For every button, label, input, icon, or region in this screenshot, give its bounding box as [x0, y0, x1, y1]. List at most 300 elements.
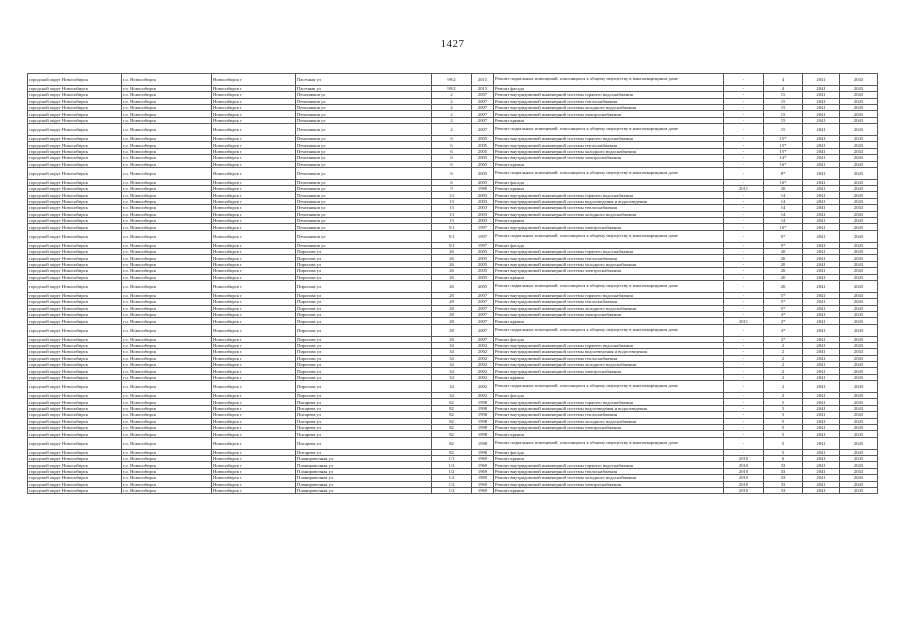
municipality-cell: г.о. Новосибирск — [122, 437, 212, 449]
house-number-cell: 99/2 — [432, 85, 472, 91]
house-number-cell: 82 — [432, 418, 472, 424]
house-number-cell: 82 — [432, 424, 472, 430]
street-cell: Пирогова ул — [296, 362, 432, 368]
house-number-cell: 6 — [432, 148, 472, 154]
settlement-cell: Новосибирск г — [212, 167, 296, 179]
settlement-cell: Новосибирск г — [212, 349, 296, 355]
street-cell: Планировочная ул — [296, 475, 432, 481]
municipality-cell: г.о. Новосибирск — [122, 318, 212, 324]
last-repair-cell: - — [724, 104, 764, 110]
settlement-cell: Новосибирск г — [212, 261, 296, 267]
street-cell: Писарева ул — [296, 399, 432, 405]
house-number-cell: 13 — [432, 192, 472, 198]
last-repair-cell: 2010 — [724, 487, 764, 493]
period-start-cell: 2041 — [803, 418, 840, 424]
house-number-cell: 1/2 — [432, 487, 472, 493]
last-repair-cell: - — [724, 98, 764, 104]
municipal-district-cell: городской округ Новосибирск — [28, 418, 122, 424]
last-repair-cell: - — [724, 424, 764, 430]
settlement-cell: Новосибирск г — [212, 418, 296, 424]
work-type-cell: Ремонт крыши — [494, 318, 724, 324]
settlement-cell: Новосибирск г — [212, 455, 296, 461]
street-cell: Пасечная ул — [296, 85, 432, 91]
municipal-district-cell: городской округ Новосибирск — [28, 381, 122, 393]
period-start-cell: 2041 — [803, 155, 840, 161]
planned-cell: 16* — [764, 161, 803, 167]
build-year-cell: 2007 — [472, 318, 494, 324]
period-start-cell: 2041 — [803, 368, 840, 374]
municipal-district-cell: городской округ Новосибирск — [28, 255, 122, 261]
municipal-district-cell: городской округ Новосибирск — [28, 292, 122, 298]
work-type-cell: Ремонт крыши — [494, 161, 724, 167]
municipal-district-cell: городской округ Новосибирск — [28, 117, 122, 123]
table-row — [28, 124, 878, 136]
planned-cell: 14 — [764, 218, 803, 224]
work-type-cell: Ремонт внутридомовой инженерной системы электроснабжения — [494, 311, 724, 317]
house-number-cell: 34 — [432, 342, 472, 348]
municipality-cell: г.о. Новосибирск — [122, 242, 212, 248]
build-year-cell: 2007 — [472, 292, 494, 298]
settlement-cell: Новосибирск г — [212, 374, 296, 380]
municipality-cell: г.о. Новосибирск — [122, 104, 212, 110]
street-cell: Пирогова ул — [296, 349, 432, 355]
build-year-cell: 2015 — [472, 74, 494, 86]
last-repair-cell: - — [724, 142, 764, 148]
municipal-district-cell: городской округ Новосибирск — [28, 274, 122, 280]
municipality-cell: г.о. Новосибирск — [122, 299, 212, 305]
build-year-cell: 1998 — [472, 405, 494, 411]
period-end-cell: 2043 — [840, 355, 878, 361]
period-start-cell: 2041 — [803, 242, 840, 248]
planned-cell: 5 — [764, 412, 803, 418]
street-cell: Писарева ул — [296, 424, 432, 430]
street-cell: Печатников ул — [296, 111, 432, 117]
planned-cell: 15 — [764, 124, 803, 136]
last-repair-cell: - — [724, 336, 764, 342]
period-end-cell: 2043 — [840, 167, 878, 179]
settlement-cell: Новосибирск г — [212, 111, 296, 117]
work-type-cell: Ремонт подвальных помещений, относящихся к общему имуществу в многоквартирном доме — [494, 124, 724, 136]
house-number-cell: 26 — [432, 280, 472, 292]
municipality-cell: г.о. Новосибирск — [122, 449, 212, 455]
period-end-cell: 2043 — [840, 186, 878, 192]
house-number-cell: 28 — [432, 324, 472, 336]
municipality-cell: г.о. Новосибирск — [122, 455, 212, 461]
last-repair-cell: - — [724, 393, 764, 399]
planned-cell: 4 — [764, 74, 803, 86]
last-repair-cell: - — [724, 449, 764, 455]
build-year-cell: 2005 — [472, 142, 494, 148]
period-start-cell: 2041 — [803, 349, 840, 355]
settlement-cell: Новосибирск г — [212, 255, 296, 261]
period-start-cell: 2041 — [803, 399, 840, 405]
planned-cell: 5* — [764, 305, 803, 311]
last-repair-cell: - — [724, 124, 764, 136]
municipal-district-cell: городской округ Новосибирск — [28, 487, 122, 493]
work-type-cell: Ремонт внутридомовой инженерной системы водоотведения и водоотведения — [494, 198, 724, 204]
planned-cell: 33 — [764, 468, 803, 474]
municipal-district-cell: городской округ Новосибирск — [28, 224, 122, 230]
municipality-cell: г.о. Новосибирск — [122, 205, 212, 211]
period-end-cell: 2043 — [840, 475, 878, 481]
house-number-cell: 1/2 — [432, 468, 472, 474]
municipality-cell: г.о. Новосибирск — [122, 487, 212, 493]
street-cell: Печатников ул — [296, 92, 432, 98]
period-start-cell: 2041 — [803, 393, 840, 399]
planned-cell: 5 — [764, 431, 803, 437]
house-number-cell: 82 — [432, 412, 472, 418]
municipal-district-cell: городской округ Новосибирск — [28, 135, 122, 141]
work-type-cell: Ремонт подвальных помещений, относящихся к общему имуществу в многоквартирном доме — [494, 381, 724, 393]
house-number-cell: 99/2 — [432, 74, 472, 86]
municipal-district-cell: городской округ Новосибирск — [28, 268, 122, 274]
period-start-cell: 2041 — [803, 362, 840, 368]
municipality-cell: г.о. Новосибирск — [122, 324, 212, 336]
planned-cell: 2* — [764, 336, 803, 342]
settlement-cell: Новосибирск г — [212, 124, 296, 136]
settlement-cell: Новосибирск г — [212, 98, 296, 104]
build-year-cell: 2005 — [472, 268, 494, 274]
municipality-cell: г.о. Новосибирск — [122, 224, 212, 230]
settlement-cell: Новосибирск г — [212, 292, 296, 298]
settlement-cell: Новосибирск г — [212, 92, 296, 98]
settlement-cell: Новосибирск г — [212, 311, 296, 317]
work-type-cell: Ремонт фасада — [494, 179, 724, 185]
municipality-cell: г.о. Новосибирск — [122, 431, 212, 437]
period-end-cell: 2043 — [840, 249, 878, 255]
planned-cell: 20 — [764, 249, 803, 255]
street-cell: Печатников ул — [296, 161, 432, 167]
street-cell: Пирогова ул — [296, 292, 432, 298]
street-cell: Печатников ул — [296, 124, 432, 136]
street-cell: Печатников ул — [296, 205, 432, 211]
table-row — [28, 437, 878, 449]
planned-cell: 14 — [764, 192, 803, 198]
period-end-cell: 2043 — [840, 198, 878, 204]
work-type-cell: Ремонт внутридомовой инженерной системы горячего водоснабжения — [494, 292, 724, 298]
planned-cell: 20 — [764, 255, 803, 261]
house-number-cell: 6 — [432, 135, 472, 141]
municipality-cell: г.о. Новосибирск — [122, 268, 212, 274]
period-end-cell: 2043 — [840, 98, 878, 104]
planned-cell: 33 — [764, 475, 803, 481]
period-start-cell: 2041 — [803, 292, 840, 298]
street-cell: Печатников ул — [296, 179, 432, 185]
period-end-cell: 2043 — [840, 462, 878, 468]
table-row — [28, 74, 878, 86]
last-repair-cell: - — [724, 381, 764, 393]
settlement-cell: Новосибирск г — [212, 468, 296, 474]
period-end-cell: 2043 — [840, 148, 878, 154]
last-repair-cell: - — [724, 437, 764, 449]
municipal-district-cell: городской округ Новосибирск — [28, 179, 122, 185]
house-number-cell: 26 — [432, 268, 472, 274]
period-start-cell: 2041 — [803, 249, 840, 255]
street-cell: Пирогова ул — [296, 368, 432, 374]
municipality-cell: г.о. Новосибирск — [122, 192, 212, 198]
period-end-cell: 2043 — [840, 324, 878, 336]
municipal-district-cell: городской округ Новосибирск — [28, 261, 122, 267]
period-end-cell: 2043 — [840, 299, 878, 305]
work-type-cell: Ремонт крыши — [494, 455, 724, 461]
work-type-cell: Ремонт крыши — [494, 374, 724, 380]
municipality-cell: г.о. Новосибирск — [122, 336, 212, 342]
work-type-cell: Ремонт крыши — [494, 431, 724, 437]
settlement-cell: Новосибирск г — [212, 437, 296, 449]
build-year-cell: 2007 — [472, 311, 494, 317]
table-row — [28, 487, 878, 493]
period-start-cell: 2041 — [803, 280, 840, 292]
period-start-cell: 2041 — [803, 167, 840, 179]
street-cell: Пирогова ул — [296, 355, 432, 361]
municipal-district-cell: городской округ Новосибирск — [28, 242, 122, 248]
work-type-cell: Ремонт внутридомовой инженерной системы теплоснабжения — [494, 98, 724, 104]
house-number-cell: 6 — [432, 167, 472, 179]
last-repair-cell: - — [724, 274, 764, 280]
last-repair-cell: 2011 — [724, 186, 764, 192]
build-year-cell: 1997 — [472, 230, 494, 242]
last-repair-cell: - — [724, 299, 764, 305]
build-year-cell: 2005 — [472, 161, 494, 167]
house-number-cell: 13 — [432, 211, 472, 217]
work-type-cell: Ремонт крыши — [494, 218, 724, 224]
municipal-district-cell: городской округ Новосибирск — [28, 74, 122, 86]
period-start-cell: 2041 — [803, 148, 840, 154]
period-start-cell: 2041 — [803, 255, 840, 261]
house-number-cell: 34 — [432, 381, 472, 393]
street-cell: Писарева ул — [296, 412, 432, 418]
build-year-cell: 1997 — [472, 242, 494, 248]
period-start-cell: 2041 — [803, 74, 840, 86]
municipality-cell: г.о. Новосибирск — [122, 249, 212, 255]
period-end-cell: 2043 — [840, 155, 878, 161]
build-year-cell: 2015 — [472, 85, 494, 91]
build-year-cell: 2002 — [472, 381, 494, 393]
street-cell: Печатников ул — [296, 211, 432, 217]
work-type-cell: Ремонт внутридомовой инженерной системы электроснабжения — [494, 268, 724, 274]
period-end-cell: 2043 — [840, 318, 878, 324]
planned-cell: 15 — [764, 92, 803, 98]
planned-cell: 5 — [764, 437, 803, 449]
build-year-cell: 1969 — [472, 487, 494, 493]
settlement-cell: Новосибирск г — [212, 117, 296, 123]
municipal-district-cell: городской округ Новосибирск — [28, 475, 122, 481]
street-cell: Пирогова ул — [296, 381, 432, 393]
period-end-cell: 2043 — [840, 362, 878, 368]
table-row — [28, 381, 878, 393]
planned-cell: 5 — [764, 424, 803, 430]
work-type-cell: Ремонт подвальных помещений, относящихся к общему имуществу в многоквартирном доме — [494, 437, 724, 449]
period-end-cell: 2043 — [840, 292, 878, 298]
municipality-cell: г.о. Новосибирск — [122, 412, 212, 418]
settlement-cell: Новосибирск г — [212, 405, 296, 411]
period-start-cell: 2041 — [803, 336, 840, 342]
work-type-cell: Ремонт крыши — [494, 487, 724, 493]
planned-cell: 10* — [764, 224, 803, 230]
municipal-district-cell: городской округ Новосибирск — [28, 299, 122, 305]
last-repair-cell: - — [724, 349, 764, 355]
work-type-cell: Ремонт фасада — [494, 242, 724, 248]
period-start-cell: 2041 — [803, 179, 840, 185]
planned-cell: 9* — [764, 230, 803, 242]
work-type-cell: Ремонт внутридомовой инженерной системы электроснабжения — [494, 155, 724, 161]
build-year-cell: 2002 — [472, 374, 494, 380]
work-type-cell: Ремонт внутридомовой инженерной системы водоотведения и водоотведения — [494, 349, 724, 355]
municipal-district-cell: городской округ Новосибирск — [28, 399, 122, 405]
period-end-cell: 2043 — [840, 399, 878, 405]
work-type-cell: Ремонт внутридомовой инженерной системы электроснабжения — [494, 368, 724, 374]
period-end-cell: 2043 — [840, 92, 878, 98]
house-number-cell: 2 — [432, 117, 472, 123]
street-cell: Печатников ул — [296, 230, 432, 242]
street-cell: Планировочная ул — [296, 481, 432, 487]
house-number-cell: 13 — [432, 205, 472, 211]
work-type-cell: Ремонт крыши — [494, 274, 724, 280]
build-year-cell: 1969 — [472, 475, 494, 481]
period-end-cell: 2043 — [840, 437, 878, 449]
period-start-cell: 2041 — [803, 142, 840, 148]
planned-cell: 20 — [764, 280, 803, 292]
street-cell: Планировочная ул — [296, 487, 432, 493]
last-repair-cell: - — [724, 431, 764, 437]
work-type-cell: Ремонт подвальных помещений, относящихся к общему имуществу в многоквартирном доме — [494, 74, 724, 86]
work-type-cell: Ремонт внутридомовой инженерной системы горячего водоснабжения — [494, 399, 724, 405]
house-number-cell: 13 — [432, 218, 472, 224]
municipality-cell: г.о. Новосибирск — [122, 98, 212, 104]
period-end-cell: 2043 — [840, 374, 878, 380]
last-repair-cell: - — [724, 230, 764, 242]
work-type-cell: Ремонт внутридомовой инженерной системы теплоснабжения — [494, 355, 724, 361]
planned-cell: 4* — [764, 324, 803, 336]
period-end-cell: 2043 — [840, 481, 878, 487]
last-repair-cell: - — [724, 242, 764, 248]
work-type-cell: Ремонт внутридомовой инженерной системы теплоснабжения — [494, 142, 724, 148]
municipal-district-cell: городской округ Новосибирск — [28, 85, 122, 91]
house-number-cell: 28 — [432, 305, 472, 311]
municipality-cell: г.о. Новосибирск — [122, 85, 212, 91]
period-start-cell: 2041 — [803, 261, 840, 267]
municipality-cell: г.о. Новосибирск — [122, 381, 212, 393]
last-repair-cell: - — [724, 368, 764, 374]
planned-cell: 33 — [764, 487, 803, 493]
street-cell: Печатников ул — [296, 148, 432, 154]
period-start-cell: 2041 — [803, 104, 840, 110]
work-type-cell: Ремонт внутридомовой инженерной системы горячего водоснабжения — [494, 342, 724, 348]
build-year-cell: 2005 — [472, 155, 494, 161]
build-year-cell: 2002 — [472, 349, 494, 355]
municipality-cell: г.о. Новосибирск — [122, 218, 212, 224]
settlement-cell: Новосибирск г — [212, 481, 296, 487]
period-start-cell: 2041 — [803, 161, 840, 167]
settlement-cell: Новосибирск г — [212, 305, 296, 311]
municipal-district-cell: городской округ Новосибирск — [28, 355, 122, 361]
municipality-cell: г.о. Новосибирск — [122, 179, 212, 185]
period-start-cell: 2041 — [803, 211, 840, 217]
period-start-cell: 2041 — [803, 405, 840, 411]
period-end-cell: 2043 — [840, 368, 878, 374]
municipality-cell: г.о. Новосибирск — [122, 92, 212, 98]
planned-cell: 5 — [764, 418, 803, 424]
municipality-cell: г.о. Новосибирск — [122, 74, 212, 86]
house-number-cell: 26 — [432, 255, 472, 261]
municipal-district-cell: городской округ Новосибирск — [28, 198, 122, 204]
house-number-cell: 6 — [432, 142, 472, 148]
period-end-cell: 2043 — [840, 104, 878, 110]
street-cell: Пирогова ул — [296, 299, 432, 305]
period-start-cell: 2041 — [803, 468, 840, 474]
house-number-cell: 13 — [432, 198, 472, 204]
house-number-cell: 1/2 — [432, 462, 472, 468]
planned-cell: 33 — [764, 481, 803, 487]
settlement-cell: Новосибирск г — [212, 381, 296, 393]
house-number-cell: 28 — [432, 311, 472, 317]
work-type-cell: Ремонт внутридомовой инженерной системы холодного водоснабжения — [494, 362, 724, 368]
settlement-cell: Новосибирск г — [212, 431, 296, 437]
period-end-cell: 2043 — [840, 418, 878, 424]
municipality-cell: г.о. Новосибирск — [122, 135, 212, 141]
settlement-cell: Новосибирск г — [212, 449, 296, 455]
house-number-cell: 2 — [432, 104, 472, 110]
municipal-district-cell: городской округ Новосибирск — [28, 342, 122, 348]
work-type-cell: Ремонт внутридомовой инженерной системы горячего водоснабжения — [494, 249, 724, 255]
municipality-cell: г.о. Новосибирск — [122, 142, 212, 148]
period-end-cell: 2043 — [840, 336, 878, 342]
last-repair-cell: - — [724, 305, 764, 311]
work-type-cell: Ремонт внутридомовой инженерной системы электроснабжения — [494, 111, 724, 117]
municipal-district-cell: городской округ Новосибирск — [28, 455, 122, 461]
municipal-district-cell: городской округ Новосибирск — [28, 148, 122, 154]
municipality-cell: г.о. Новосибирск — [122, 399, 212, 405]
build-year-cell: 2005 — [472, 179, 494, 185]
period-end-cell: 2043 — [840, 142, 878, 148]
last-repair-cell: - — [724, 249, 764, 255]
work-type-cell: Ремонт подвальных помещений, относящихся к общему имуществу в многоквартирном доме — [494, 324, 724, 336]
street-cell: Пирогова ул — [296, 280, 432, 292]
period-start-cell: 2041 — [803, 342, 840, 348]
last-repair-cell: - — [724, 405, 764, 411]
build-year-cell: 2007 — [472, 336, 494, 342]
build-year-cell: 2005 — [472, 255, 494, 261]
street-cell: Писарева ул — [296, 449, 432, 455]
last-repair-cell: - — [724, 179, 764, 185]
period-start-cell: 2041 — [803, 186, 840, 192]
last-repair-cell: - — [724, 255, 764, 261]
period-end-cell: 2043 — [840, 468, 878, 474]
municipality-cell: г.о. Новосибирск — [122, 362, 212, 368]
period-start-cell: 2041 — [803, 85, 840, 91]
build-year-cell: 1998 — [472, 449, 494, 455]
build-year-cell: 2007 — [472, 299, 494, 305]
municipal-district-cell: городской округ Новосибирск — [28, 104, 122, 110]
municipality-cell: г.о. Новосибирск — [122, 124, 212, 136]
house-number-cell: 6 — [432, 161, 472, 167]
planned-cell: 15 — [764, 117, 803, 123]
municipal-district-cell: городской округ Новосибирск — [28, 412, 122, 418]
work-type-cell: Ремонт внутридомовой инженерной системы водоотведения и водоотведения — [494, 405, 724, 411]
planned-cell: 14* — [764, 155, 803, 161]
municipal-district-cell: городской округ Новосибирск — [28, 167, 122, 179]
work-type-cell: Ремонт внутридомовой инженерной системы теплоснабжения — [494, 299, 724, 305]
period-end-cell: 2043 — [840, 455, 878, 461]
municipal-district-cell: городской округ Новосибирск — [28, 155, 122, 161]
work-type-cell: Ремонт внутридомовой инженерной системы теплоснабжения — [494, 412, 724, 418]
municipal-district-cell: городской округ Новосибирск — [28, 468, 122, 474]
street-cell: Пасечная ул — [296, 74, 432, 86]
municipal-district-cell: городской округ Новосибирск — [28, 437, 122, 449]
period-start-cell: 2041 — [803, 381, 840, 393]
build-year-cell: 2007 — [472, 117, 494, 123]
work-type-cell: Ремонт внутридомовой инженерной системы холодного водоснабжения — [494, 305, 724, 311]
